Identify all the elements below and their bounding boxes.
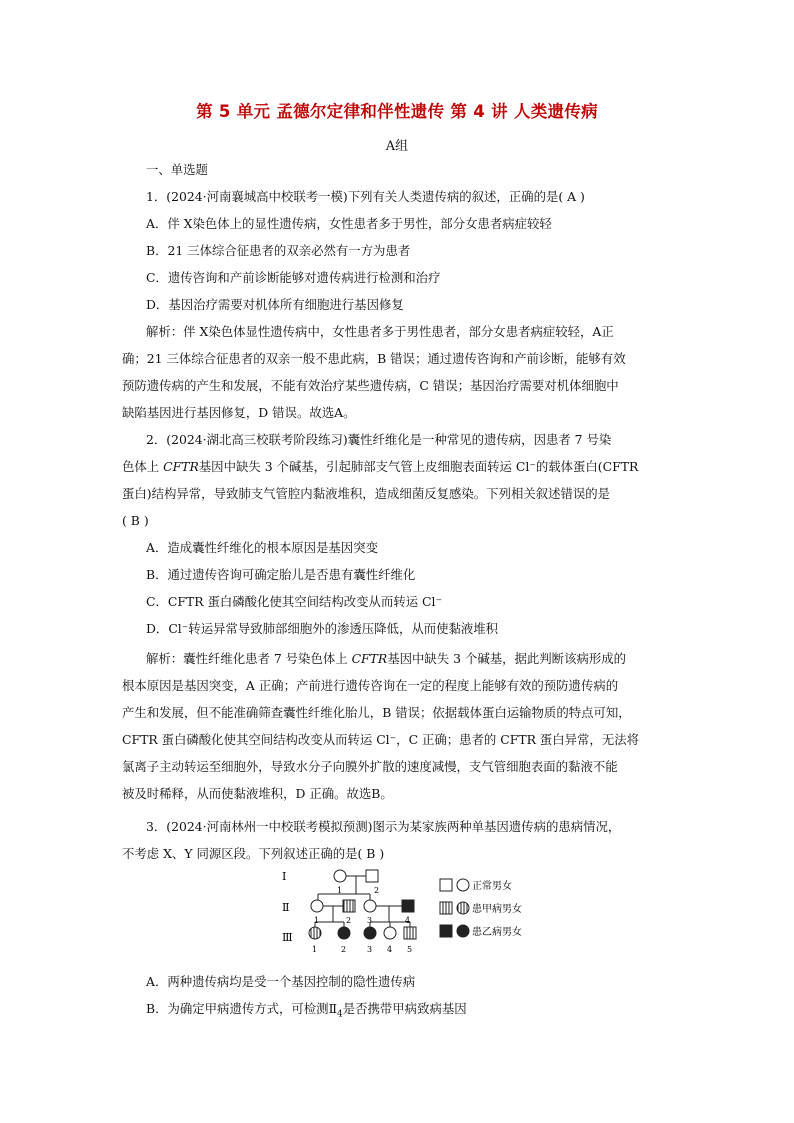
q1-option-c: C．遗传咨询和产前诊断能够对遗传病进行检测和治疗 [146,270,441,285]
q1-explanation-line: 预防遗传病的产生和发展，不能有效治疗某些遗传病，C 错误；基因治疗需要对机体细胞中 [122,378,619,393]
male-disease-a [404,927,416,939]
q2-option-b: B．通过遗传咨询可确定胎儿是否患有囊性纤维化 [146,567,416,582]
legend-label: 患乙病男女 [472,927,522,938]
legend-male-normal [440,879,452,891]
generation-label: Ⅱ [282,901,290,914]
q1-option-b: B．21 三体综合征患者的双亲必然有一方为患者 [146,243,411,258]
q1-explanation-line: 确；21 三体综合征患者的双亲一般不患此病，B 错误；通过遗传咨询和产前诊断，能够有效 [122,351,626,366]
pedigree-chart [280,866,570,958]
q2-stem: 2．(2024·湖北高三校联考阶段练习)囊性纤维化是一种常见的遗传病，因患者 7 号染 [146,432,612,447]
individual-number: 2 [346,916,352,925]
legend-male-disease-a [440,902,452,914]
q2-explanation-line: 氯离子主动转运至细胞外，导致水分子向膜外扩散的速度减慢，支气管细胞表面的黏液不能 [122,759,618,774]
q1-explanation-line: 缺陷基因进行基因修复，D 错误。故选A。 [122,405,356,420]
legend-label: 患甲病男女 [472,904,522,915]
gene-name: CFTR [163,459,199,474]
individual-number: 2 [374,886,380,895]
q1-option-a: A．伴 X染色体上的显性遗传病，女性患者多于男性，部分女患者病症较轻 [146,216,552,231]
individual-number: 2 [341,945,347,954]
individual-number: 5 [407,945,413,954]
q2-explanation-line: 产生和发展，但不能准确筛查囊性纤维化胎儿，B 错误；依据载体蛋白运输物质的特点可知， [122,705,631,720]
q2-stem: ( B ) [122,513,149,528]
q2-explanation-line: 根本原因是基因突变，A 正确；产前进行遗传咨询在一定的程度上能够有效的预防遗传病的 [122,678,619,693]
female-normal [384,927,396,939]
individual-number: 3 [367,916,373,925]
page-title: 第 5 单元 孟德尔定律和伴性遗传 第 4 讲 人类遗传病 [196,102,598,121]
q1-stem: 1．(2024·河南襄城高中校联考一模)下列有关人类遗传病的叙述，正确的是( A ) [146,189,585,204]
q2-explanation-line: 解析：囊性纤维化患者 7 号染色体上 CFTR基因中缺失 3 个碱基，据此判断该病形成的 [146,651,627,666]
male-disease-a [343,900,355,912]
female-disease-b [364,927,376,939]
legend-female-disease-a [457,902,469,914]
group-label: A组 [385,139,409,154]
q2-explanation-line: CFTR 蛋白磷酸化使其空间结构改变从而转运 Cl⁻，C 正确；患者的 CFTR 蛋白异常，无法将 [122,732,639,747]
generation-label: Ⅲ [282,931,293,944]
legend-label: 正常男女 [472,881,512,892]
q3-stem: 不考虑 X、Y 同源区段。下列叙述正确的是( B ) [122,846,385,861]
male-disease-b [402,900,414,912]
female-disease-a [309,927,321,939]
individual-number: 4 [405,916,411,925]
female-normal [334,870,346,882]
generation-label: Ⅰ [282,870,287,883]
individual-number: 3 [367,945,373,954]
q2-option-c: C．CFTR 蛋白磷酸化使其空间结构改变从而转运 Cl⁻ [146,594,443,609]
legend-male-disease-b [440,925,452,937]
individual-number: 1 [337,886,343,895]
legend-female-disease-b [457,925,469,937]
female-disease-b [338,927,350,939]
legend-female-normal [457,879,469,891]
q3-option-a: A．两种遗传病均是受一个基因控制的隐性遗传病 [146,974,416,989]
q2-option-d: D．Cl⁻转运异常导致肺部细胞外的渗透压降低，从而使黏液堆积 [146,621,499,636]
q2-option-a: A．造成囊性纤维化的根本原因是基因突变 [146,540,378,555]
gene-name: CFTR [351,651,388,666]
female-normal [364,900,376,912]
male-normal [366,870,378,882]
q2-stem: 色体上 CFTR基因中缺失 3 个碱基，引起肺部支气管上皮细胞表面转运 Cl⁻的载体蛋白(CFTR [122,459,639,474]
individual-number: 1 [312,945,318,954]
individual-number: 1 [314,916,320,925]
q3-option-b: B．为确定甲病遗传方式，可检测$Ⅱ_4$是否携带甲病致病基因 [146,1001,467,1020]
q1-option-d: D．基因治疗需要对机体所有细胞进行基因修复 [146,297,404,312]
q2-explanation-line: 被及时稀释，从而使黏液堆积，D 正确。故选B。 [122,786,393,801]
individual-number: 4 [387,945,393,954]
q2-stem: 蛋白)结构异常，导致肺支气管腔内黏液堆积，造成细菌反复感染。下列相关叙述错误的是 [122,486,611,501]
q3-stem: 3．(2024·河南林州一中校联考模拟预测)图示为某家族两种单基因遗传病的患病情况， [146,819,621,834]
section-label: 一、单选题 [146,162,208,177]
female-normal [311,900,323,912]
q1-explanation-line: 解析：伴 X染色体显性遗传病中，女性患者多于男性患者，部分女患者病症较轻，A正 [146,324,614,339]
